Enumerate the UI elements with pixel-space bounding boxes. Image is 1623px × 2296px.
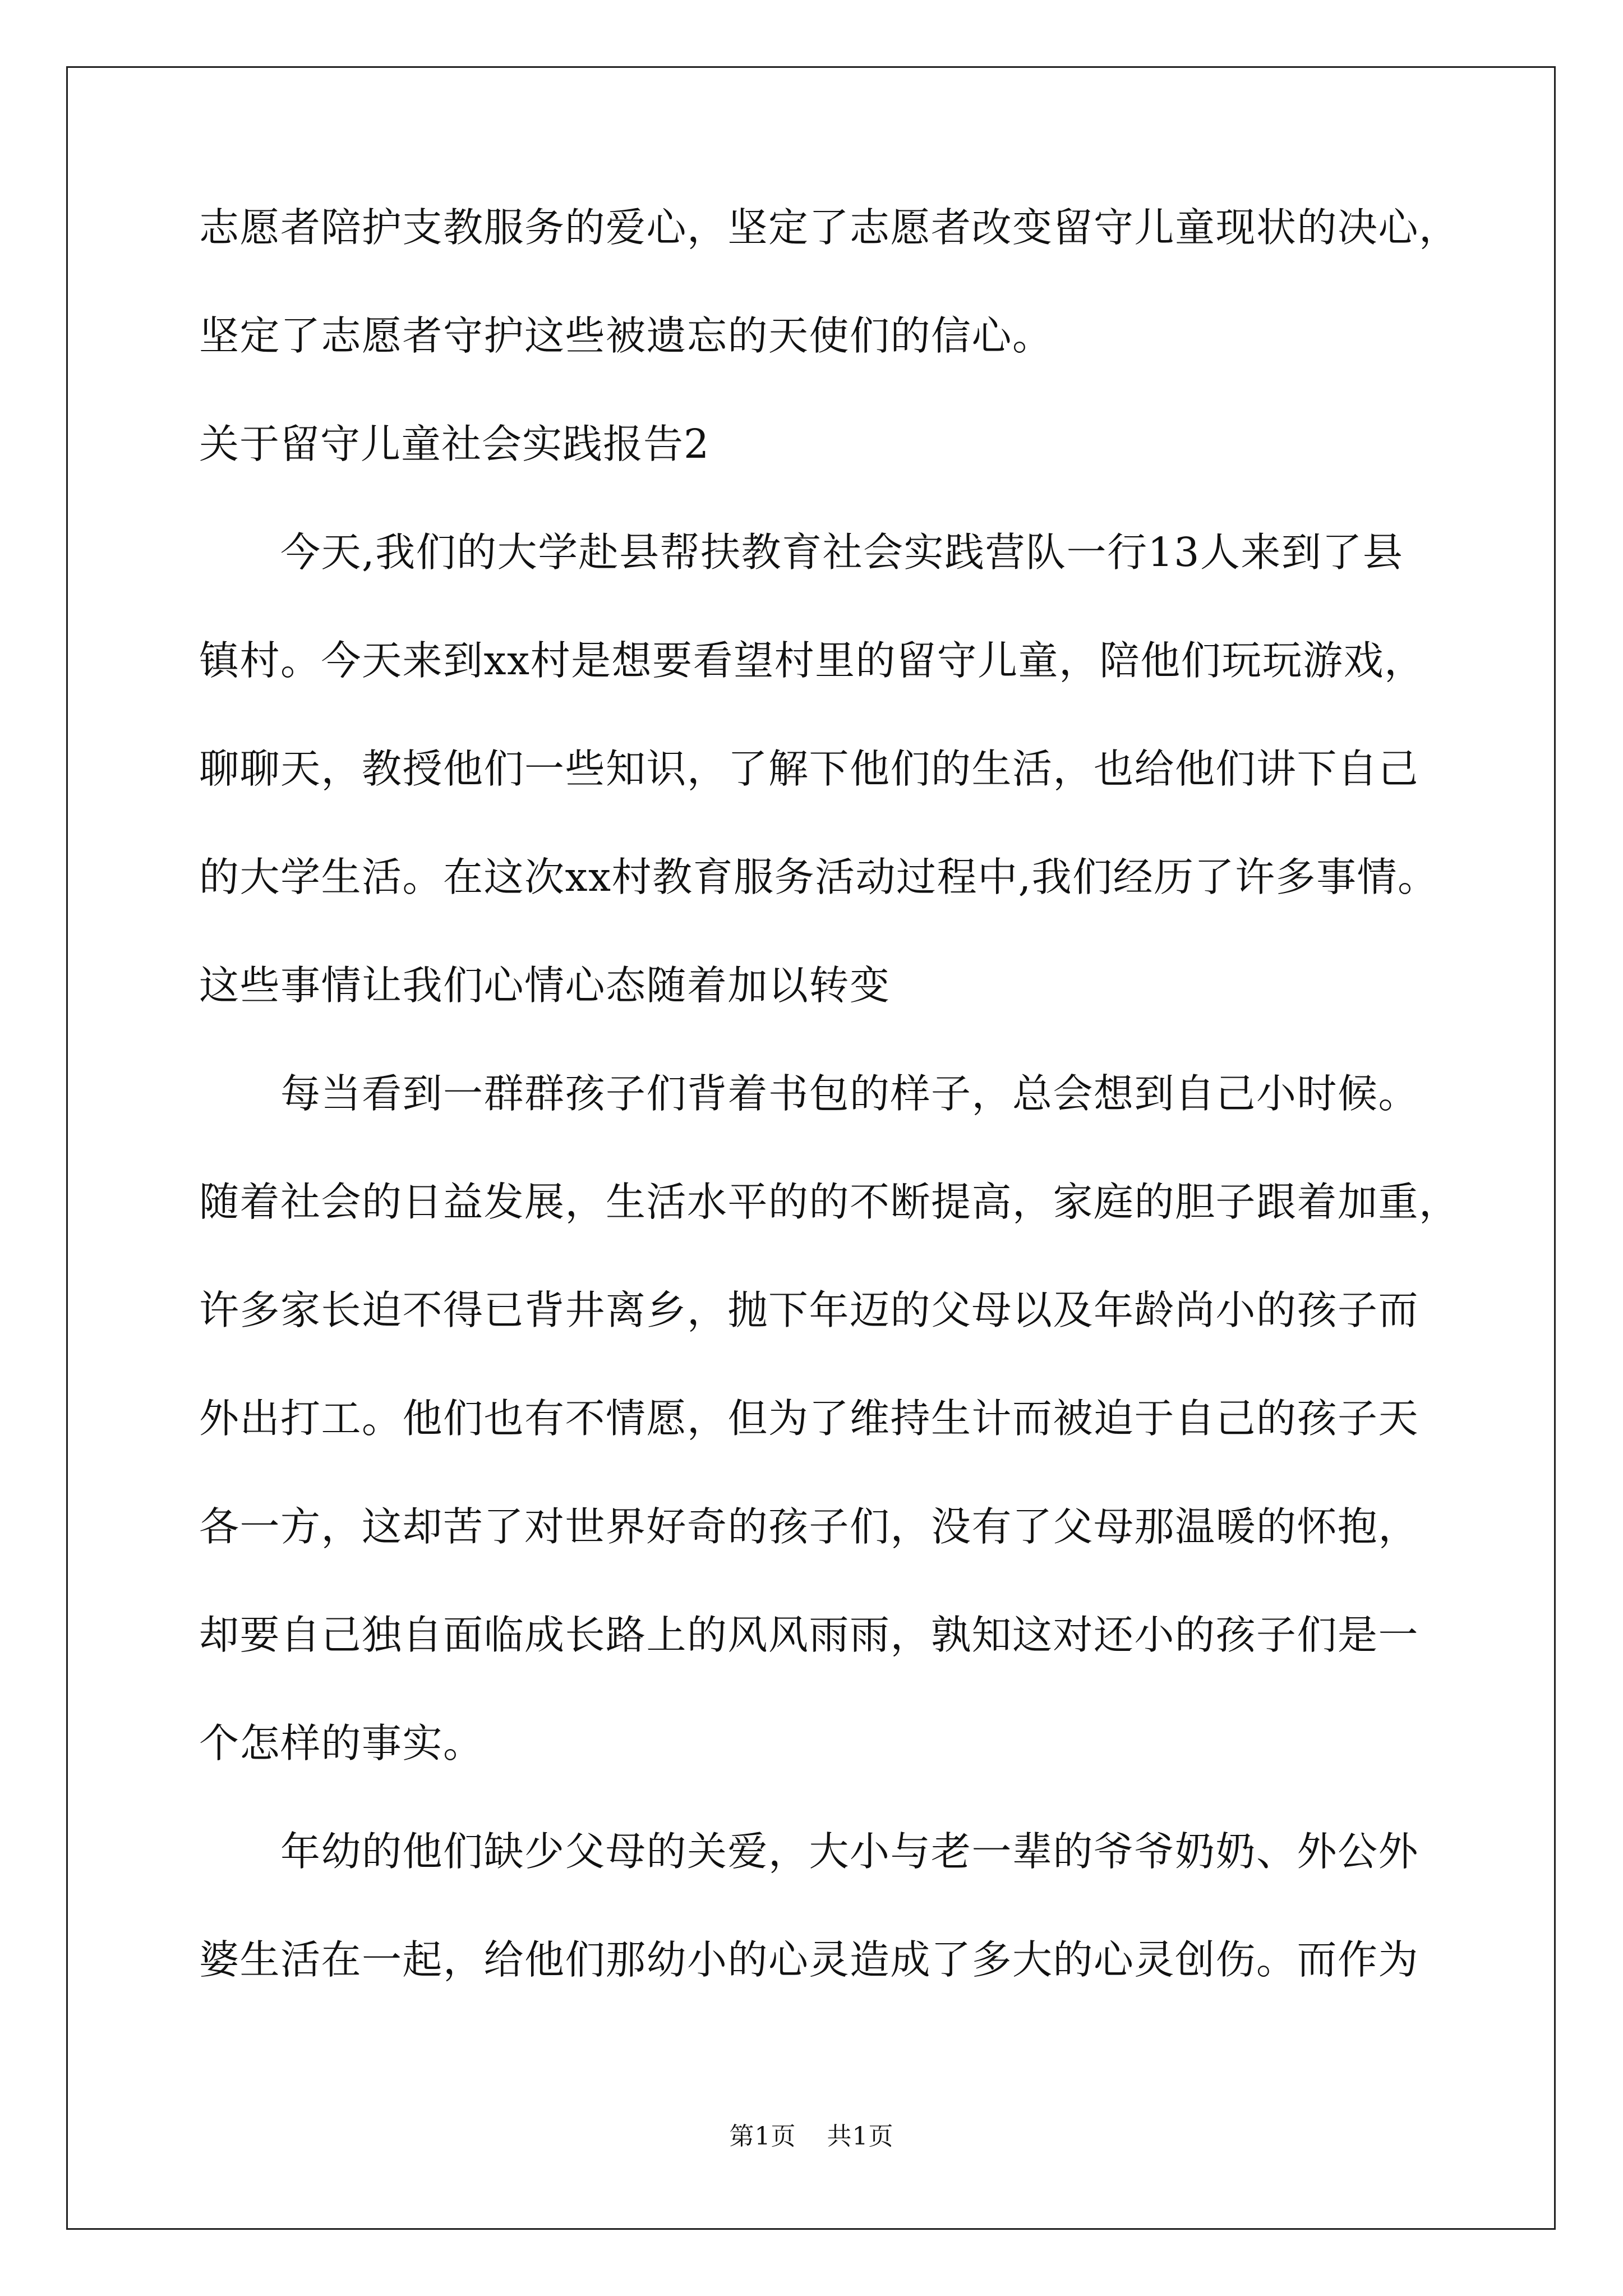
text-line: 许多家长迫不得已背井离乡，抛下年迈的父母以及年龄尚小的孩子而 bbox=[199, 1287, 1419, 1333]
text-line: 婆生活在一起，给他们那幼小的心灵造成了多大的心灵创伤。而作为 bbox=[199, 1936, 1419, 1983]
page-total: 共1页 bbox=[827, 2122, 894, 2151]
text-line: 这些事情让我们心情心态随着加以转变 bbox=[199, 962, 891, 1009]
text-line: 却要自己独自面临成长路上的风风雨雨，孰知这对还小的孩子们是一 bbox=[199, 1612, 1419, 1658]
paragraph-first-line: 每当看到一群群孩子们背着书包的样子，总会想到自己小时候。 bbox=[280, 1070, 1419, 1117]
paragraph-first-line: 今天,我们的大学赴县帮扶教育社会实践营队一行13人来到了县 bbox=[280, 529, 1404, 576]
text-line: 聊聊天，教授他们一些知识，了解下他们的生活，也给他们讲下自己 bbox=[199, 746, 1419, 792]
section-heading: 关于留守儿童社会实践报告2 bbox=[199, 421, 710, 467]
text-line: 外出打工。他们也有不情愿，但为了维持生计而被迫于自己的孩子天 bbox=[199, 1395, 1419, 1442]
text-line: 随着社会的日益发展，生活水平的的不断提高，家庭的胆子跟着加重， bbox=[199, 1179, 1460, 1225]
text-line: 坚定了志愿者守护这些被遗忘的天使们的信心。 bbox=[199, 312, 1053, 359]
text-line: 镇村。今天来到xx村是想要看望村里的留守儿童，陪他们玩玩游戏， bbox=[199, 637, 1425, 684]
document-body bbox=[199, 204, 1460, 2048]
text-line: 个怎样的事实。 bbox=[199, 1720, 484, 1766]
text-line: 各一方，这却苦了对世界好奇的孩子们，没有了父母那温暖的怀抱， bbox=[199, 1503, 1419, 1550]
page-number: 第1页 bbox=[729, 2122, 796, 2151]
text-line: 志愿者陪护支教服务的爱心，坚定了志愿者改变留守儿童现状的决心， bbox=[199, 204, 1460, 251]
paragraph-first-line: 年幼的他们缺少父母的关爱，大小与老一辈的爷爷奶奶、外公外 bbox=[280, 1828, 1419, 1875]
text-line: 的大学生活。在这次xx村教育服务活动过程中,我们经历了许多事情。 bbox=[199, 854, 1438, 900]
page-footer bbox=[0, 2124, 1623, 2149]
